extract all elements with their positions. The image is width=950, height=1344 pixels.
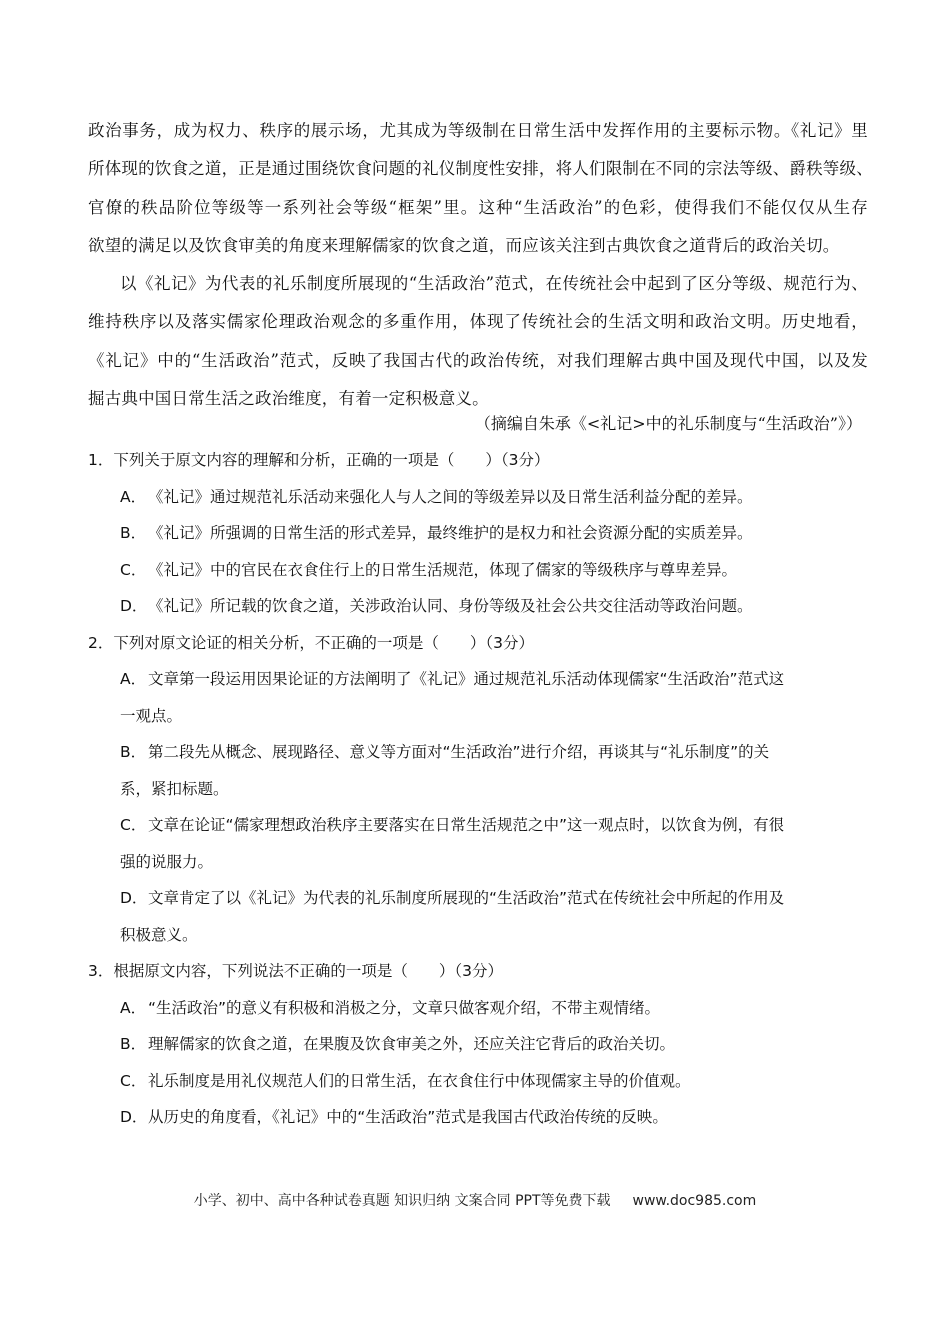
passage-line: 掘古典中国日常生活之政治维度，有着一定积极意义。 [88,389,489,409]
footer-text: 小学、初中、高中各种试卷真题 知识归纳 文案合同 PPT等免费下载 [193,1193,611,1209]
passage-line: 所体现的饮食之道，正是通过围绕饮食问题的礼仪制度性安排，将人们限制在不同的宗法等级、爵秩等级、 [88,159,873,179]
question-3 [88,953,868,1136]
passage-line: 欲望的满足以及饮食审美的角度来理解儒家的饮食之道，而应该关注到古典饮食之道背后的政治关切。 [88,235,840,255]
option-text: 文章第一段运用因果论证的方法阐明了《礼记》通过规范礼乐活动体现儒家“生活政治”范式这 [148,670,785,688]
option-letter: A． [120,487,147,506]
option-text: 文章在论证“儒家理想政治秩序主要落实在日常生活规范之中”这一观点时，以饮食为例，有很 [148,816,785,834]
option-c [88,807,868,844]
option-b-continued: 系，紧扣标题。 [120,779,229,798]
option-letter: B． [120,1035,147,1053]
option-text: 第二段先从概念、展现路径、意义等方面对“生活政治”进行介绍，再谈其与“礼乐制度”的关 [148,743,770,761]
option-a [88,661,868,698]
option-b [88,515,868,552]
option-c [88,552,868,589]
option-text: 《礼记》中的官民在衣食住行上的日常生活规范，体现了儒家的等级秩序与尊卑差异。 [148,560,738,579]
option-letter: A． [120,670,147,688]
option-d-continued: 积极意义。 [120,925,198,944]
question-stem: 1．下列关于原文内容的理解和分析，正确的一项是（ ）（3分） [88,451,550,469]
option-letter: C． [120,560,147,579]
option-a-continued: 一观点。 [120,706,183,725]
question-list [88,442,868,1136]
option-d [88,588,868,625]
option-a [88,479,868,516]
passage [88,112,873,418]
question-stem: 3．根据原文内容，下列说法不正确的一项是（ ）（3分） [88,962,503,980]
passage-line: 官僚的秩品阶位等级等一系列社会等级“框架”里。这种“生活政治”的色彩，使得我们不能仅仅从生存 [88,197,868,217]
question-2 [88,625,868,954]
passage-line: 以《礼记》为代表的礼乐制度所展现的“生活政治”范式，在传统社会中起到了区分等级、规范行为、 [120,274,868,294]
option-c [88,1063,868,1100]
question-stem: 2．下列对原文论证的相关分析，不正确的一项是（ ）（3分） [88,633,534,652]
option-letter: C． [120,1071,147,1090]
option-letter: C． [120,816,147,834]
option-b [88,1026,868,1063]
option-c-continued: 强的说服力。 [120,852,214,871]
option-letter: A． [120,998,147,1017]
option-text: 《礼记》所强调的日常生活的形式差异，最终维护的是权力和社会资源分配的实质差异。 [148,524,753,542]
option-text: 理解儒家的饮食之道，在果腹及饮食审美之外，还应关注它背后的政治关切。 [148,1035,676,1053]
passage-line: 《礼记》中的“生活政治”范式，反映了我国古代的政治传统，对我们理解古典中国及现代中国，以及发 [88,350,868,370]
option-text: 礼乐制度是用礼仪规范人们的日常生活，在衣食住行中体现儒家主导的价值观。 [148,1071,691,1090]
option-d [88,1099,868,1136]
question-1 [88,442,868,625]
source-citation: （摘编自朱承《<礼记>中的礼乐制度与“生活政治”》） [474,414,862,433]
option-letter: D． [120,1108,148,1126]
option-b [88,734,868,771]
passage-line: 维持秩序以及落实儒家伦理政治观念的多重作用，体现了传统社会的生活文明和政治文明。历史地看， [88,312,868,332]
option-text: “生活政治”的意义有积极和消极之分，文章只做客观介绍，不带主观情绪。 [148,998,661,1017]
option-text: 文章肯定了以《礼记》为代表的礼乐制度所展现的“生活政治”范式在传统社会中所起的作用及 [148,889,785,907]
option-letter: B． [120,524,147,542]
passage-line: 政治事务，成为权力、秩序的展示场，尤其成为等级制在日常生活中发挥作用的主要标示物。《礼记》里 [88,121,868,140]
option-letter: D． [120,889,148,907]
footer-site-link[interactable]: www.doc985.com [632,1193,757,1209]
option-text: 《礼记》通过规范礼乐活动来强化人与人之间的等级差异以及日常生活利益分配的差异。 [148,487,753,506]
option-text: 从历史的角度看，《礼记》中的“生活政治”范式是我国古代政治传统的反映。 [148,1108,668,1126]
option-letter: B． [120,743,147,761]
option-d [88,880,868,917]
page-footer [0,1190,950,1210]
option-a [88,990,868,1027]
option-letter: D． [120,597,148,615]
option-text: 《礼记》所记载的饮食之道，关涉政治认同、身份等级及社会公共交往活动等政治问题。 [148,597,753,615]
